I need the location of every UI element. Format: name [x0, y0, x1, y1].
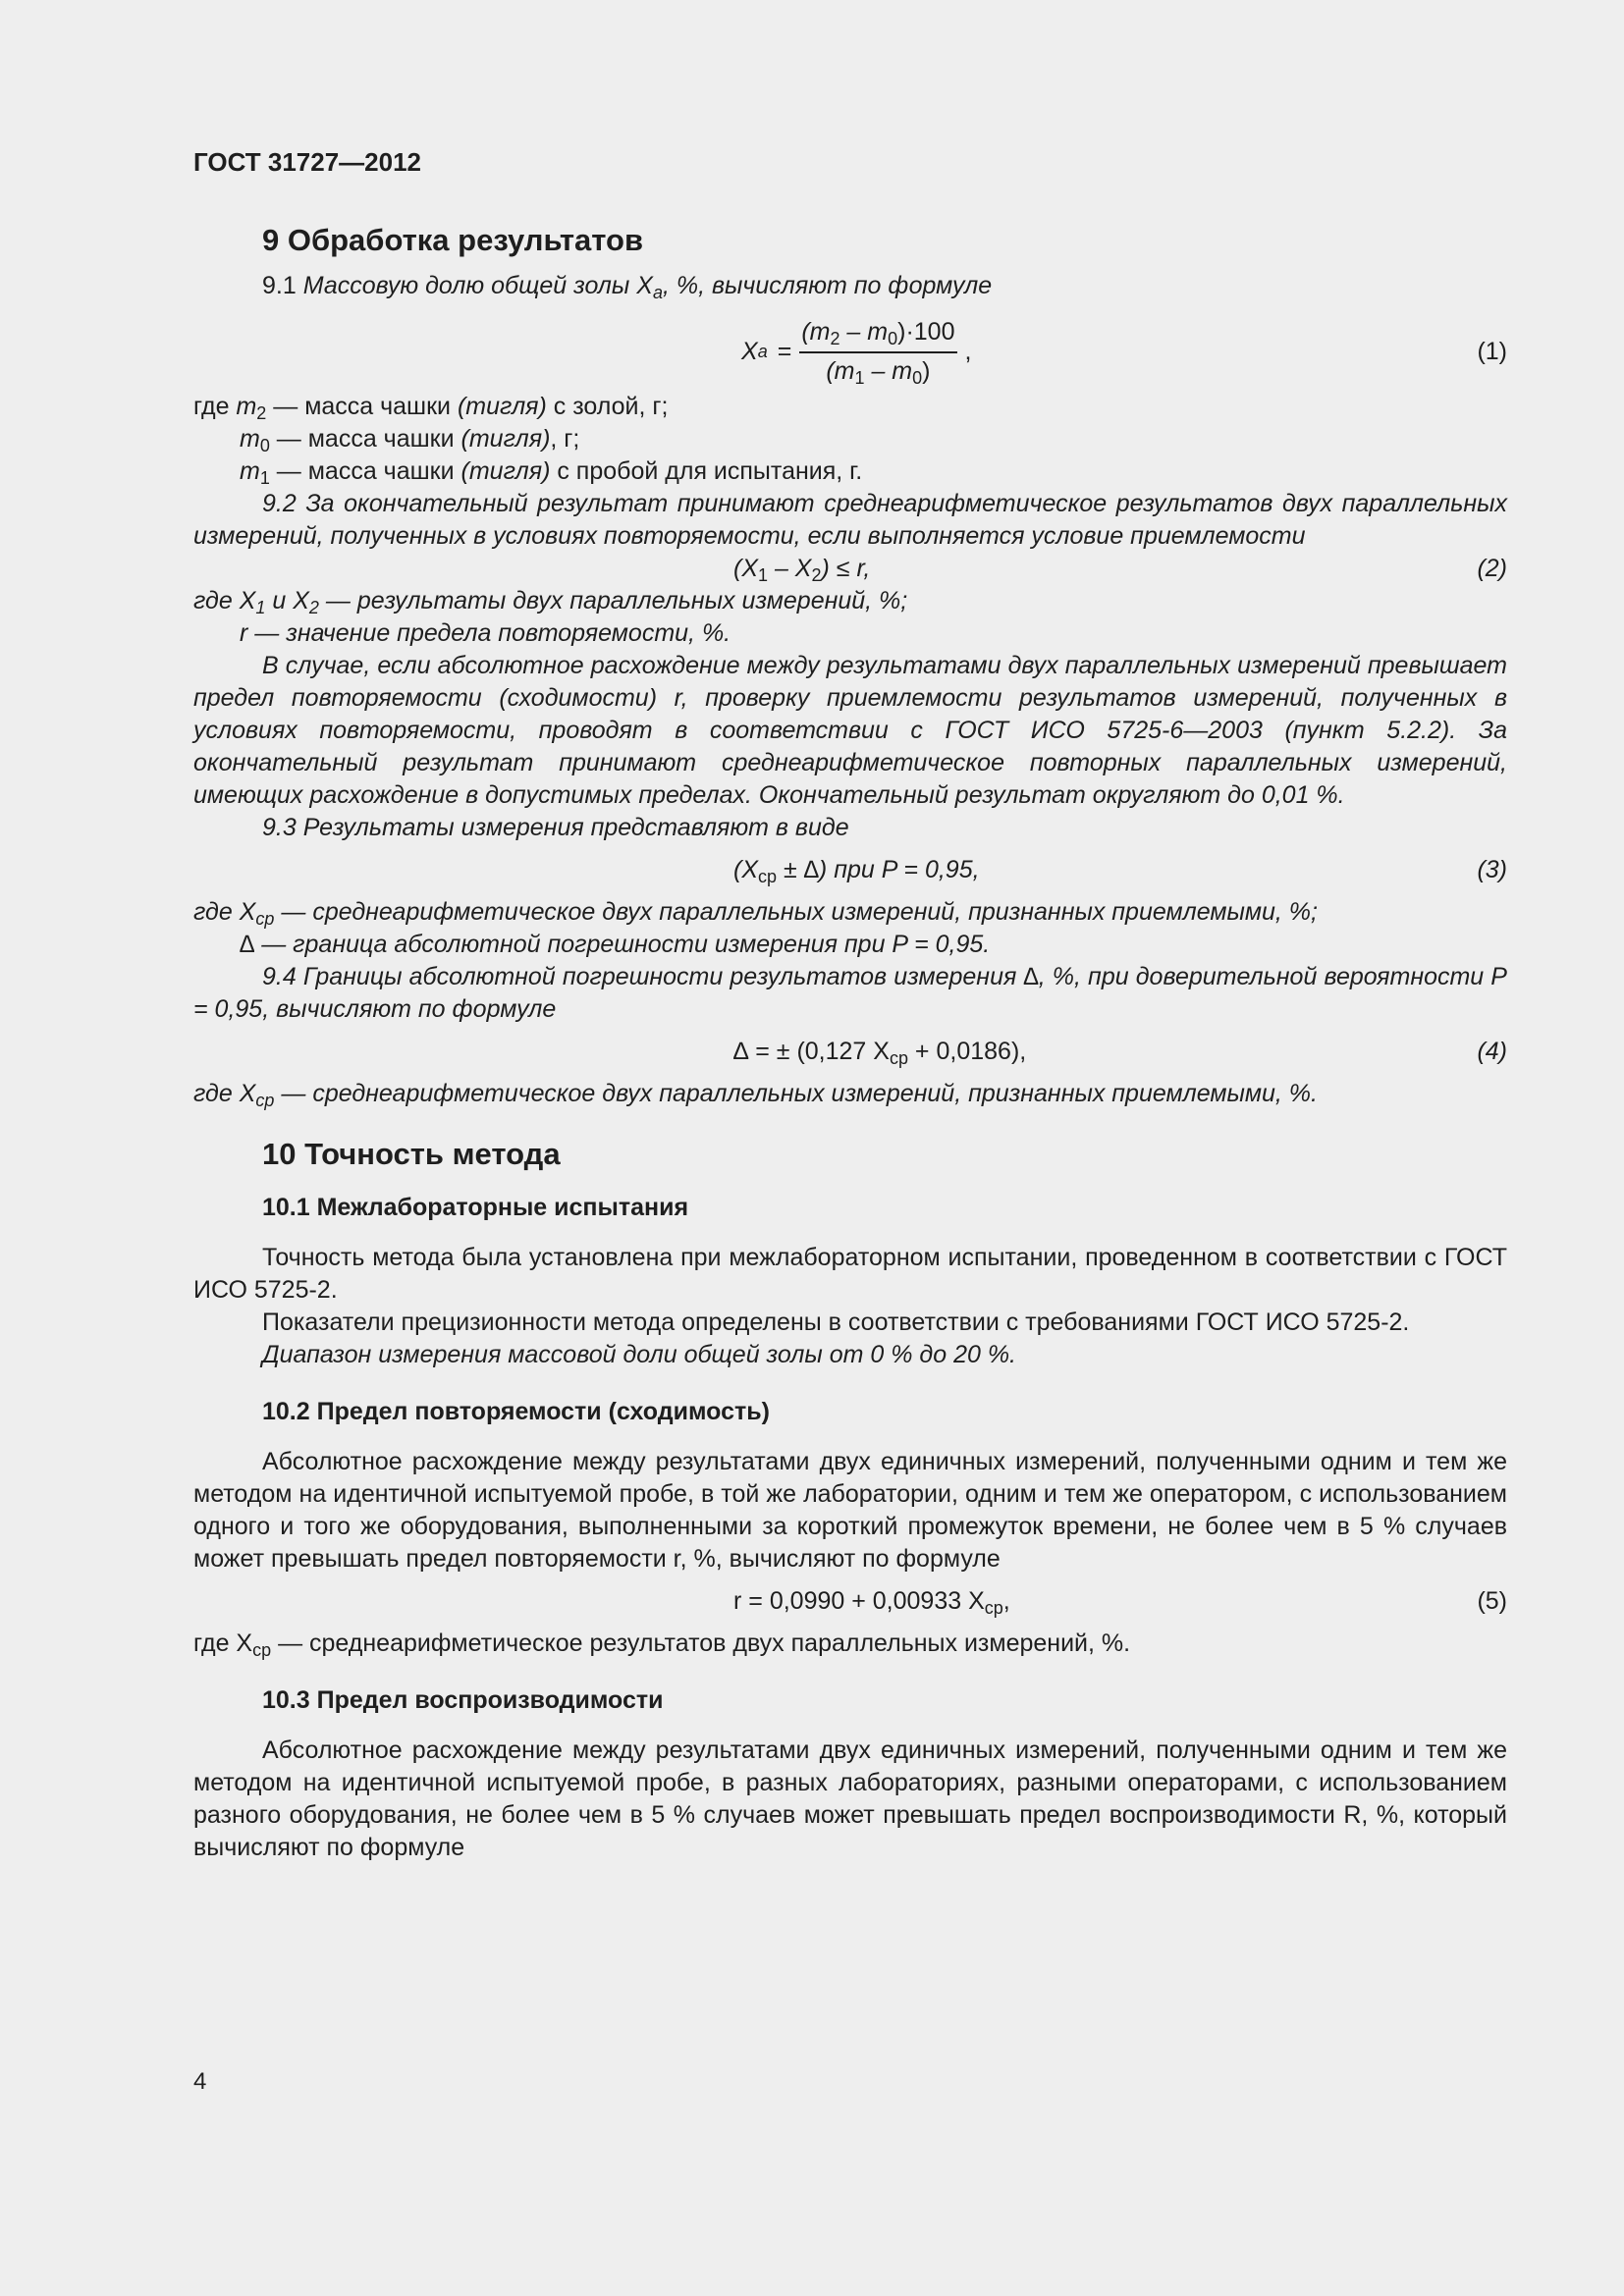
- subsection-10-3-heading: 10.3 Предел воспроизводимости: [262, 1686, 664, 1714]
- paragraph-10-3: Абсолютное расхождение между результатами двух единичных измерений, полученными одним и тем же методом на идентичной испытуемой пробе, в разных лабораториях, разными операторами, с использованием разного оборудования, не более чем в 5 % случаев может превышать предел воспроизводимости R, %, который вычисляют по формуле: [193, 1736, 1507, 1861]
- where-xcp-3: где $X_{ср}$ — среднеарифметическое результатов двух параллельных измерений, %.: [193, 1629, 1131, 1660]
- section-10-heading: 10 Точность метода: [262, 1137, 561, 1171]
- where-xcp-1: где $X_{ср}$ — среднеарифметическое двух параллельных измерений, признанных приемлемыми, %;: [193, 898, 1318, 929]
- paragraph-9-2: 9.2 За окончательный результат принимают среднеарифметическое результатов двух параллельных измерений, полученных в условиях повторяемости, если выполняется условие приемлемости: [193, 490, 1507, 550]
- paragraph-9-1: 9.1 Массовую долю общей золы $X_a$, %, вычисляют по формуле: [262, 272, 993, 302]
- paragraph-10-1-c: Диапазон измерения массовой доли общей золы от 0 % до 20 %.: [262, 1341, 1016, 1368]
- running-header: ГОСТ 31727—2012: [193, 147, 421, 177]
- formula-1-number: (1): [1477, 338, 1507, 365]
- where-xcp-2: где $X_{ср}$ — среднеарифметическое двух параллельных измерений, признанных приемлемыми, %.: [193, 1080, 1318, 1110]
- formula-2: $(X_1 - X_2) \le r$, (2): [733, 555, 1507, 585]
- where-delta: ∆ — граница абсолютной погрешности измерения при P = 0,95.: [240, 931, 991, 958]
- formula-1-fraction: $\frac{(m_2 - m_0)\cdot 100}{(m_1 - m_0)}$: [801, 317, 955, 388]
- formula-3: ($X_{ср}$ ± ∆) при P = 0,95, (3): [733, 856, 1507, 886]
- subsection-10-2-heading: 10.2 Предел повторяемости (сходимость): [262, 1398, 770, 1425]
- paragraph-10-1-a: Точность метода была установлена при межлабораторном испытании, проведенном в соответствии с ГОСТ ИСО 5725-2.: [193, 1244, 1507, 1304]
- paragraph-9-2-b: В случае, если абсолютное расхождение между результатами двух параллельных измерений превышает предел повторяемости (сходимости) r, проверку приемлемости результатов измерений, полученных в условиях повторяемости, проводят в соответствии с ГОСТ ИСО 5725-6—2003 (пункт 5.2.2). За окончательный результат принимают среднеарифметическое повторных параллельных измерений, имеющих расхождение в допустимых пределах. Окончательный результат округляют до 0,01 %.: [193, 652, 1507, 809]
- formula-1: X a = $\frac{(m_2 - m_0)\cdot 100}{(m_1 - m_0)}$ , (1): [741, 317, 1507, 388]
- where-x1-x2: где $X_1$ и $X_2$ — результаты двух параллельных измерений, %;: [193, 587, 908, 617]
- paragraph-9-4: 9.4 Границы абсолютной погрешности результатов измерения ∆, %, при доверительной вероятности P = 0,95, вычисляют по формуле: [193, 963, 1507, 1023]
- page-number: 4: [193, 2068, 207, 2095]
- formula-5: r = 0,0990 + 0,00933 $X_{ср}$, (5): [733, 1587, 1507, 1618]
- subsection-10-1-heading: 10.1 Межлабораторные испытания: [262, 1194, 689, 1221]
- paragraph-10-2: Абсолютное расхождение между результатами двух единичных измерений, полученными одним и тем же методом на идентичной испытуемой пробе, в той же лаборатории, одним и тем же оператором, с использованием одного и того же оборудования, выполненными за короткий промежуток времени, не более чем в 5 % случаев может превышать предел повторяемости r, %, вычисляют по формуле: [193, 1448, 1507, 1573]
- formula-5-number: (5): [1477, 1587, 1507, 1615]
- where-m1: $m_1$ — масса чашки (тигля) с пробой для испытания, г.: [240, 457, 863, 488]
- paragraph-10-1-b: Показатели прецизионности метода определены в соответствии с требованиями ГОСТ ИСО 5725-2.: [262, 1308, 1410, 1336]
- formula-4: ∆ = ± (0,127 $X_{ср} + 0,0186$), (4): [733, 1038, 1507, 1068]
- section-9-heading: 9 Обработка результатов: [262, 223, 644, 257]
- formula-3-number: (3): [1477, 856, 1507, 883]
- formula-4-number: (4): [1477, 1038, 1507, 1065]
- where-r: r — значение предела повторяемости, %.: [240, 619, 731, 647]
- where-m2: где $m_2$ — масса чашки (тигля) с золой, г;: [193, 393, 669, 423]
- where-m0: $m_0$ — масса чашки (тигля), г;: [240, 425, 580, 455]
- formula-2-number: (2): [1477, 555, 1507, 582]
- paragraph-9-3: 9.3 Результаты измерения представляют в виде: [262, 814, 849, 841]
- document-body: [193, 221, 1507, 1864]
